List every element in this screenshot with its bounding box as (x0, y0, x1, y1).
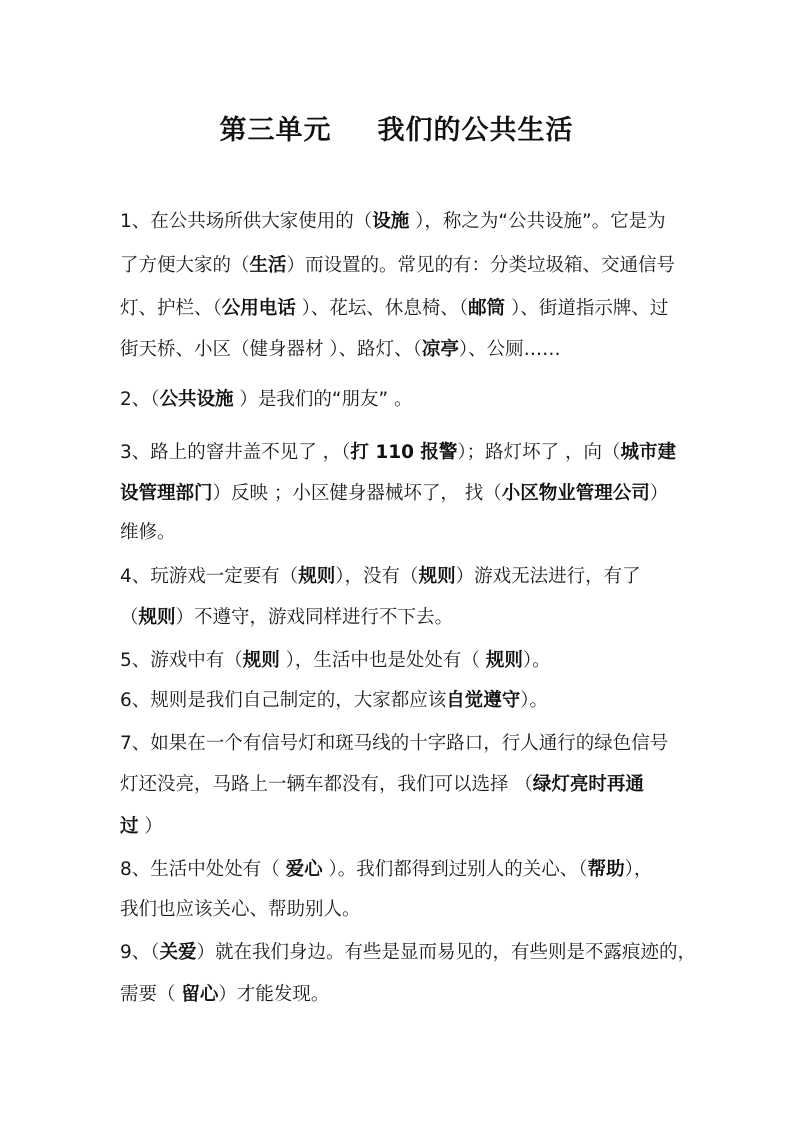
question-text: ）是我们的“朋友” 。 (233, 389, 413, 410)
question-text: 2、（ (120, 389, 160, 410)
item-6-line-1 (120, 688, 548, 714)
answer-text: 自觉遵守 (446, 690, 521, 711)
question-text: 7、如果在一个有信号灯和斑马线的十字路口，行人通行的绿色信号 (120, 733, 669, 754)
answer-text: 邮筒 (468, 298, 506, 319)
item-7-line-1 (120, 731, 668, 757)
item-7-line-3 (120, 814, 163, 840)
item-8-line-2 (120, 897, 361, 923)
item-1-line-4 (120, 337, 561, 363)
question-text: ）；路灯坏了 ，向（ (457, 442, 621, 463)
answer-text: 留心 (181, 984, 219, 1005)
question-text: 8、生活中处处有（ (120, 859, 286, 880)
item-9-line-1 (120, 940, 696, 966)
question-text: ），没有（ (335, 566, 419, 587)
answer-text: 城市建 (620, 442, 677, 463)
question-text: 我们也应该关心、帮助别人。 (120, 899, 361, 920)
item-1-line-2 (120, 253, 675, 279)
answer-text: 打 110 报警 (350, 442, 458, 463)
question-text: 维修。 (120, 522, 176, 543)
question-text: 灯、护栏、（ (120, 298, 222, 319)
item-8-line-1 (120, 857, 652, 883)
answer-text: 规则 (138, 607, 176, 628)
item-9-line-2 (120, 982, 329, 1008)
question-text: ）不遵守，游戏同样进行不下去。 (175, 607, 454, 628)
item-4-line-2 (120, 605, 453, 631)
answer-text: 帮助 (587, 859, 625, 880)
question-text: 6、规则是我们自己制定的，大家都应该 (120, 690, 447, 711)
answer-text: 设管理部门 (120, 483, 213, 504)
item-5-line-1 (120, 648, 551, 674)
question-text: ）。 (522, 650, 551, 671)
question-text: ）就在我们身边。有些是显而易见的，有些则是不露痕迹的， (196, 942, 697, 963)
item-3-line-1 (120, 440, 676, 466)
answer-text: 规则 (418, 566, 456, 587)
answer-text: 凉亭 (421, 339, 459, 360)
question-text: ）、公厕…… (458, 339, 561, 360)
answer-text: 生活 (249, 255, 287, 276)
item-1-line-1 (120, 209, 666, 235)
answer-text: 公用电话 (221, 298, 296, 319)
question-text: 需要（ (120, 984, 182, 1005)
question-text: ）。 (520, 690, 549, 711)
item-4-line-1 (120, 564, 641, 590)
answer-text: 过 (120, 816, 139, 837)
item-3-line-3 (120, 520, 176, 546)
question-text: ），称之为“公共设施”。它是为 (409, 211, 666, 232)
answer-text: 规则 (298, 566, 336, 587)
item-1-line-3 (120, 296, 668, 322)
question-text: ）游戏无法进行，有了 (455, 566, 641, 587)
answer-text: 规则 (242, 650, 280, 671)
question-text: ）， (624, 859, 653, 880)
question-text: ）而设置的。常见的有：分类垃圾箱、交通信号 (286, 255, 676, 276)
answer-text: 爱心 (285, 859, 323, 880)
title-topic: 我们的公共生活 (377, 115, 574, 146)
question-text: 街天桥、小区（健身器材 ）、路灯、（ (120, 339, 422, 360)
question-text: 4、玩游戏一定要有（ (120, 566, 299, 587)
question-text: 9、（ (120, 942, 160, 963)
question-text: 灯还没亮，马路上一辆车都没有，我们可以选择 （ (120, 774, 533, 795)
question-text: 1、在公共场所供大家使用的（ (120, 211, 373, 232)
question-text: ）才能发现。 (218, 984, 330, 1005)
question-text: 3、路上的窨井盖不见了 ，（ (120, 442, 351, 463)
item-2-line-1 (120, 387, 412, 413)
answer-text: 设施 (372, 211, 410, 232)
answer-text: 小区物业管理公司 (501, 483, 650, 504)
item-7-line-2 (120, 772, 644, 798)
answer-text: 绿灯亮时再通 (532, 774, 644, 795)
question-text: ）、街道指示牌、过 (505, 298, 669, 319)
question-text: 了方便大家的（ (120, 255, 250, 276)
item-3-line-2 (120, 481, 668, 507)
answer-text: 公共设施 (159, 389, 234, 410)
question-text: ）。我们都得到过别人的关心、（ (322, 859, 588, 880)
answer-text: 关爱 (159, 942, 197, 963)
question-text: （ (120, 607, 139, 628)
title-unit: 第三单元 (219, 115, 332, 146)
page-title (0, 108, 793, 147)
question-text: ）反映 ；小区健身器械坏了， 找（ (212, 483, 502, 504)
answer-text: 规则 (485, 650, 523, 671)
question-text: 5、游戏中有（ (120, 650, 243, 671)
question-text: ） (138, 816, 163, 837)
question-text: ） (649, 483, 669, 504)
question-text: ）、花坛、休息椅、（ (295, 298, 469, 319)
question-text: ），生活中也是处处有（ (279, 650, 486, 671)
